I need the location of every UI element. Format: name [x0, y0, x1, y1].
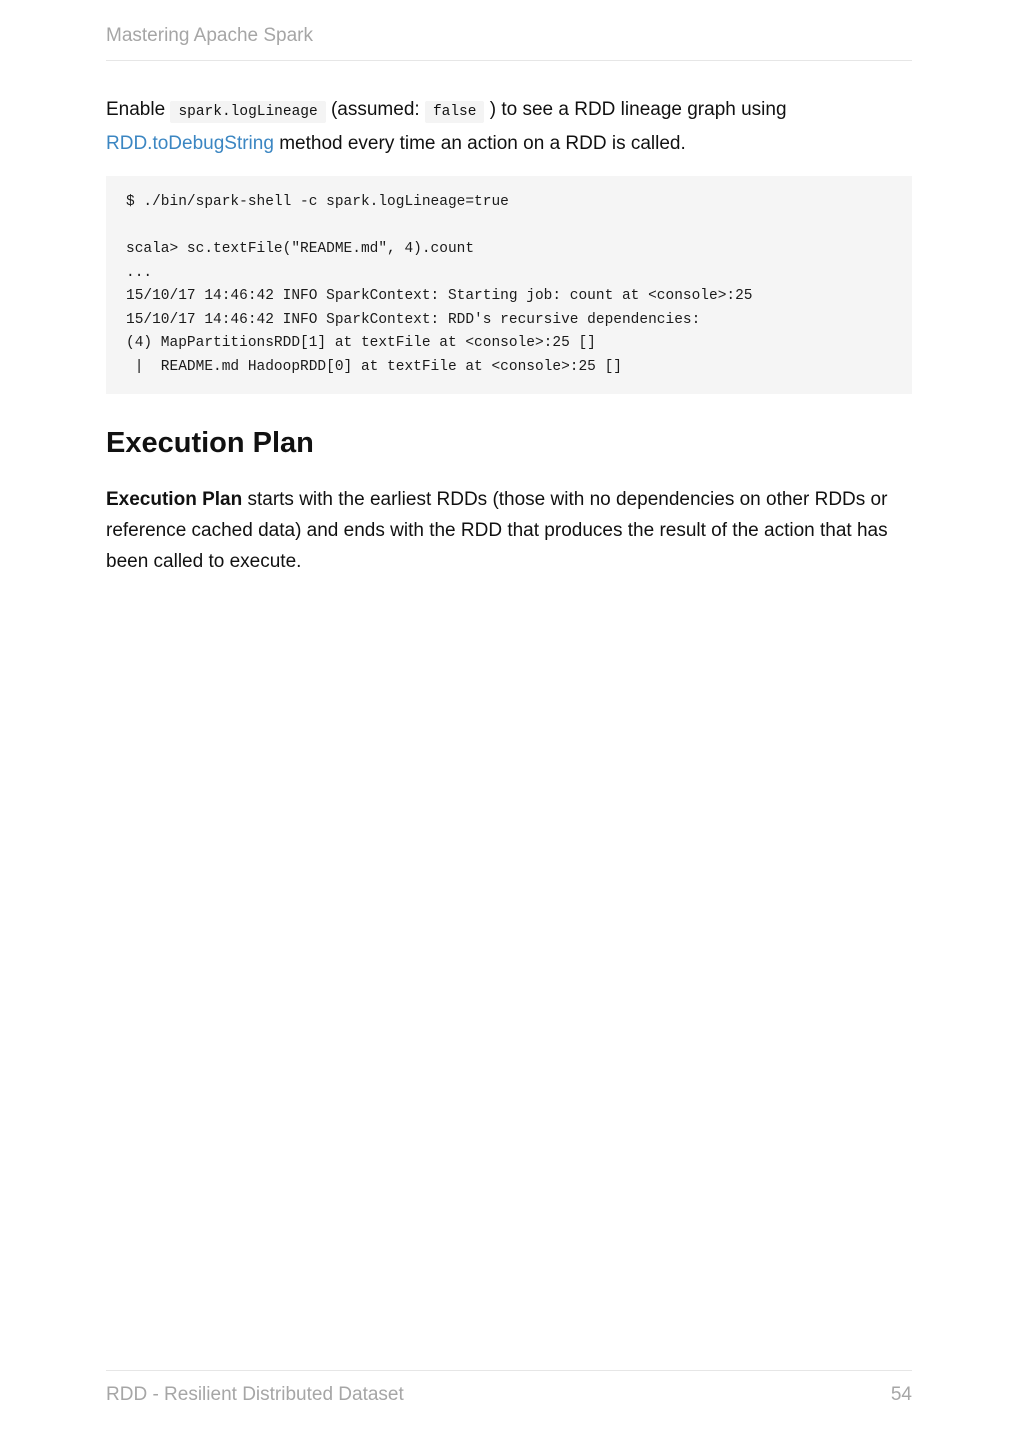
intro-text-enable: Enable — [106, 99, 171, 120]
intro-text-assumed: (assumed: — [325, 99, 425, 120]
code-line: (4) MapPartitionsRDD[1] at textFile at <console>:25 [] — [126, 335, 596, 351]
code-block — [106, 176, 912, 394]
inline-code-false: false — [425, 101, 485, 123]
code-line: 15/10/17 14:46:42 INFO SparkContext: RDD's recursive dependencies: — [126, 311, 701, 328]
page-footer — [106, 1370, 912, 1407]
page-header — [106, 24, 912, 61]
code-line: ... — [126, 264, 153, 281]
intro-paragraph — [106, 94, 912, 159]
execution-plan-paragraph — [106, 484, 912, 577]
intro-text-method: method every time an action on a RDD is called. — [273, 133, 686, 154]
page-number: 54 — [890, 1384, 912, 1405]
code-line: | README.md HadoopRDD[0] at textFile at <console>:25 [] — [126, 358, 622, 375]
chapter-title: RDD - Resilient Distributed Dataset — [106, 1384, 404, 1405]
todebugstring-link[interactable]: RDD.toDebugString — [106, 133, 274, 154]
inline-code-loglineage: spark.logLineage — [170, 101, 325, 123]
section-heading-execution-plan: Execution Plan — [106, 427, 314, 459]
execution-plan-text: starts with the earliest RDDs (those with no dependencies on other RDDs or reference cached data) and ends with the RDD that produces the result of the action that has been called to execute. — [106, 489, 888, 572]
code-line — [126, 215, 892, 239]
code-line: $ ./bin/spark-shell -c spark.logLineage=true — [126, 194, 509, 210]
page-content — [106, 94, 912, 577]
book-title: Mastering Apache Spark — [106, 25, 314, 46]
code-line: scala> sc.textFile("README.md", 4).count — [126, 241, 475, 257]
code-line: 15/10/17 14:46:42 INFO SparkContext: Starting job: count at <console>:25 — [126, 288, 753, 304]
execution-plan-term: Execution Plan — [106, 489, 243, 510]
intro-text-to-see: ) to see a RDD lineage graph using — [484, 99, 787, 120]
